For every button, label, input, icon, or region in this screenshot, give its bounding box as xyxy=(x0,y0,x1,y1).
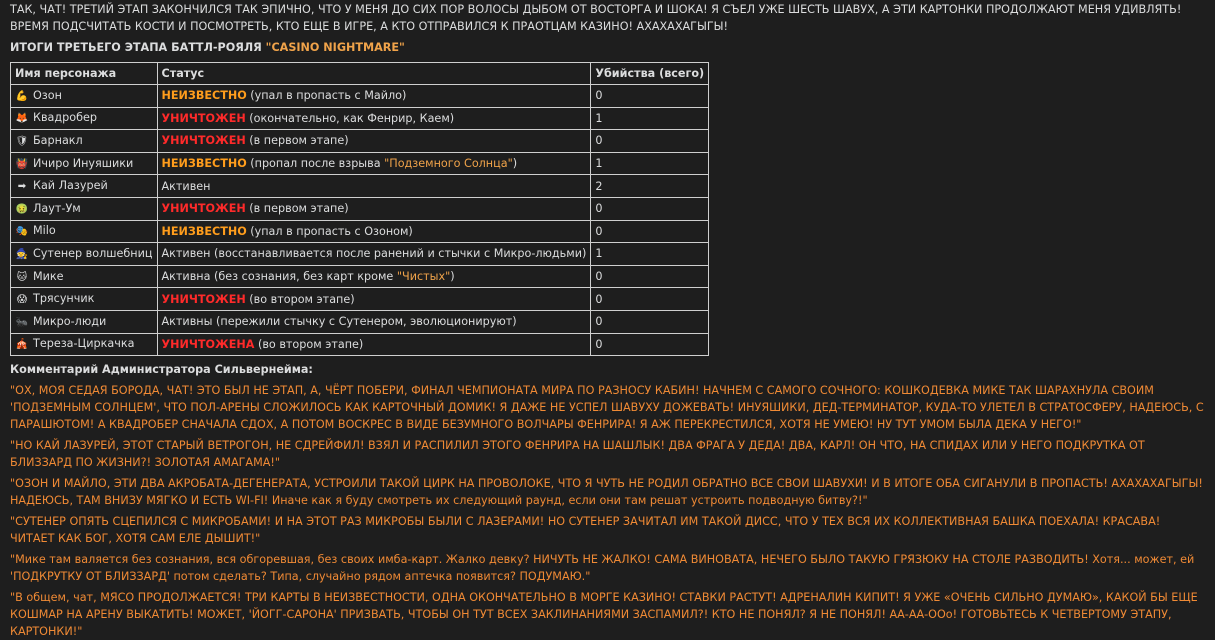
character-icon: 🐱 xyxy=(16,271,28,283)
status-badge: УНИЧТОЖЕНА xyxy=(161,337,255,351)
table-row xyxy=(11,85,709,108)
results-table xyxy=(10,62,709,356)
cell-kills: 0 xyxy=(591,130,709,153)
status-detail: (без сознания, без карт кроме xyxy=(210,270,397,284)
table-row xyxy=(11,152,709,175)
status-badge: Активен xyxy=(161,179,211,193)
cell-status xyxy=(157,310,591,333)
character-name: Кай Лазурей xyxy=(33,179,108,193)
status-badge: УНИЧТОЖЕН xyxy=(161,111,246,125)
cell-status xyxy=(157,107,591,130)
character-name: Трясунчик xyxy=(33,292,95,306)
results-heading-prefix: ИТОГИ ТРЕТЬЕГО ЭТАПА БАТТЛ-РОЯЛЯ xyxy=(10,41,266,54)
character-name: Milo xyxy=(33,224,56,238)
cell-kills: 0 xyxy=(591,333,709,356)
header-kills: Убийства (всего) xyxy=(591,63,709,85)
cell-status xyxy=(157,265,591,288)
cell-name xyxy=(11,265,158,288)
cell-status xyxy=(157,152,591,175)
admin-comment-paragraph: "СУТЕНЕР ОПЯТЬ СЦЕПИЛСЯ С МИКРОБАМИ! И НА ЭТОТ РАЗ МИКРОБЫ БЫЛИ С ЛАЗЕРАМИ! НО СУТЕНЕР ЗАЧИТАЛ ИМ ТАКОЙ ДИСС, ЧТО У ТЕХ ВСЯ ИХ КОЛЛЕКТИВНАЯ БАШКА ПОЕХАЛА! КРАСАВА! ЧИТАЕТ КАК БОГ, ХОТЯ САМ ЕЛЕ ДЫШИТ!" xyxy=(10,515,1161,546)
character-icon: 🦊 xyxy=(15,113,29,125)
character-icon: 🎭 xyxy=(15,226,29,238)
cell-status xyxy=(157,175,591,198)
cell-kills: 0 xyxy=(591,85,709,108)
admin-comment-paragraph: "НО КАЙ ЛАЗУРЕЙ, ЭТОТ СТАРЫЙ ВЕТРОГОН, НЕ СДРЕЙФИЛ! ВЗЯЛ И РАСПИЛИЛ ЭТОГО ФЕНРИРА НА ШАШЛЫК! ДВА ФРАГА У ДЕДА! ДВА, КАРЛ! ОН ЧТО, НА СПИДАХ ИЛИ У НЕГО ПОДКРУТКА ОТ БЛИЗЗАРД ПО ЖИЗНИ?! ЗОЛОТАЯ АМАГАМА!" xyxy=(10,439,1145,470)
status-detail-end: ) xyxy=(450,270,455,284)
cell-kills: 2 xyxy=(591,175,709,198)
status-badge: Активны xyxy=(161,315,213,329)
character-name: Микро-люди xyxy=(33,314,107,328)
results-heading-accent: "CASINO NIGHTMARE" xyxy=(265,41,405,54)
status-badge: УНИЧТОЖЕН xyxy=(161,292,246,306)
admin-comment-paragraph: "ОХ, МОЯ СЕДАЯ БОРОДА, ЧАТ! ЭТО БЫЛ НЕ ЭТАП, А, ЧЁРТ ПОБЕРИ, ФИНАЛ ЧЕМПИОНАТА МИРА ПО РАЗНОСУ КАБИН! НАЧНЕМ С САМОГО СОЧНОГО: КОШКОДЕВКА МИКЕ ТАК ШАРАХНУЛА СВОИМ 'ПОДЗЕМНЫМ СОЛНЦЕМ', ЧТО ПОЛ-АРЕНЫ СЛОЖИЛОСЬ КАК КАРТОЧНЫЙ ДОМИК! Я ДАЖЕ НЕ УСПЕЛ ШАВУХУ ДОЖЕВАТЬ! ИНУЯШИКИ, ДЕД-ТЕРМИНАТОР, КУДА-ТО УЛЕТЕЛ В СТРАТОСФЕРУ, НАДЕЮСЬ, С ПАРАШЮТОМ! А КВАДРОБЕР СНАЧАЛА СДОХ, А ПОТОМ ВОСКРЕС В ВИДЕ БЕЗУМНОГО ВОЛЧАРЫ ФЕНРИРА! Я АЖ ПЕРЕКРЕСТИЛСЯ, ХОТЯ НЕ УМЕЮ! НУ ТУТ УМОМ БЫЛА ДЕКА У НЕГО!" xyxy=(10,384,1204,432)
character-icon: 💪 xyxy=(15,90,29,102)
table-row xyxy=(11,288,709,311)
cell-status xyxy=(157,85,591,108)
cell-kills: 0 xyxy=(591,220,709,243)
cell-name xyxy=(11,130,158,153)
character-icon: 🛡 xyxy=(15,135,29,147)
character-icon: ➡ xyxy=(17,181,27,193)
cell-status xyxy=(157,333,591,356)
cell-name xyxy=(11,333,158,356)
intro-text: ТАК, ЧАТ! ТРЕТИЙ ЭТАП ЗАКОНЧИЛСЯ ТАК ЭПИЧНО, ЧТО У МЕНЯ ДО СИХ ПОР ВОЛОСЫ ДЫБОМ ОТ ВОСТОРГА И ШОКА! Я СЪЕЛ УЖЕ ШЕСТЬ ШАВУХ, А ЭТИ КАРТОНКИ ПРОДОЛЖАЮТ МЕНЯ УДИВЛЯТЬ! ВРЕМЯ ПОДСЧИТАТЬ КОСТИ И ПОСМОТРЕТЬ, КТО ЕЩЕ В ИГРЕ, А КТО ОТПРАВИЛСЯ К ПРАОТЦАМ КАЗИНО! АХАХАХАГЫГЫ! xyxy=(10,3,1182,33)
status-quote: "Подземного Солнца" xyxy=(384,157,513,171)
cell-name xyxy=(11,220,158,243)
cell-name xyxy=(11,310,158,333)
character-name: Сутенер волшебниц xyxy=(33,246,153,260)
cell-status xyxy=(157,130,591,153)
status-detail-end: ) xyxy=(512,157,518,171)
cell-kills: 0 xyxy=(591,288,709,311)
status-detail: (пропал после взрыва xyxy=(246,157,385,171)
cell-name xyxy=(11,152,158,175)
admin-comment-paragraph: "В общем, чат, МЯСО ПРОДОЛЖАЕТСЯ! ТРИ КАРТЫ В НЕИЗВЕСТНОСТИ, ОДНА ОКОНЧАТЕЛЬНО В МОРГЕ КАЗИНО! СТАВКИ РАСТУТ! АДРЕНАЛИН КИПИТ! Я УЖЕ «ОЧЕНЬ СИЛЬНО ДУМАЮ», КАКОЙ БЫ ЕЩЕ КОШМАР НА АРЕНУ ВЫКАТИТЬ! МОЖЕТ, 'ЙОГГ-САРОНА' ПРИЗВАТЬ, ЧТОБЫ ОН ТУТ ВСЕХ ЗАКЛИНАНИЯМИ ЗАСПАМИЛ?! КТО НЕ ПОНЯЛ? Я НЕ ПОНЯЛ! АА-АА-ООо! ГОТОВЬТЕСЬ К ЧЕТВЕРТОМУ ЭТАПУ, КАРТОНКИ!" xyxy=(10,591,1198,639)
cell-name xyxy=(11,243,158,266)
cell-name xyxy=(11,107,158,130)
status-badge: Активен xyxy=(161,247,211,261)
cell-kills: 0 xyxy=(591,265,709,288)
results-heading xyxy=(10,39,1205,56)
status-badge: Активна xyxy=(161,270,211,284)
character-icon: 🧙 xyxy=(15,248,29,260)
character-icon: 🐜 xyxy=(15,316,29,328)
status-badge: НЕИЗВЕСТНО xyxy=(161,224,247,238)
character-icon: 🎪 xyxy=(15,339,29,351)
cell-status xyxy=(157,197,591,220)
table-row xyxy=(11,243,709,266)
admin-comment-title: Комментарий Администратора Сильвернейма: xyxy=(10,363,313,377)
status-detail: (в первом этапе) xyxy=(245,202,349,216)
status-badge: НЕИЗВЕСТНО xyxy=(161,157,247,171)
status-detail: (во втором этапе) xyxy=(254,337,364,351)
table-row xyxy=(11,107,709,130)
cell-kills: 1 xyxy=(591,243,709,266)
status-detail: (окончательно, как Фенрир, Каем) xyxy=(245,111,455,125)
admin-comment-paragraph: "ОЗОН И МАЙЛО, ЭТИ ДВА АКРОБАТА-ДЕГЕНЕРАТА, УСТРОИЛИ ТАКОЙ ЦИРК НА ПРОВОЛОКЕ, ЧТО Я ЧУТЬ НЕ РОДИЛ ОБРАТНО ВСЕ СВОИ ШАВУХИ! И В ИТОГЕ ОБА СИГАНУЛИ В ПРОПАСТЬ! АХАХАХАГЫГЫ! НАДЕЮСЬ, ТАМ ВНИЗУ МЯГКО И ЕСТЬ WI-FI! Иначе как я буду смотреть их следующий раунд, если они там решат устроить подводную битву?!" xyxy=(10,477,1203,508)
status-detail: (пережили стычку с Сутенером, эволюционируют) xyxy=(212,315,517,329)
character-icon: 😱 xyxy=(16,294,28,306)
status-detail: (в первом этапе) xyxy=(245,134,349,148)
cell-name xyxy=(11,197,158,220)
character-icon: 🤢 xyxy=(15,203,29,215)
character-name: Ичиро Инуяшики xyxy=(33,156,134,170)
table-row xyxy=(11,310,709,333)
cell-name xyxy=(11,288,158,311)
status-detail: (упал в пропасть с Майло) xyxy=(246,89,407,103)
status-quote: "Чистых" xyxy=(396,270,451,284)
status-detail: (упал в пропасть с Озоном) xyxy=(246,224,413,238)
character-icon: 👹 xyxy=(15,158,29,170)
character-name: Барнакл xyxy=(33,133,83,147)
table-header-row xyxy=(11,63,709,85)
character-name: Лаут-Ум xyxy=(33,201,81,215)
table-row xyxy=(11,220,709,243)
cell-kills: 0 xyxy=(591,197,709,220)
cell-kills: 1 xyxy=(591,152,709,175)
header-name: Имя персонажа xyxy=(11,63,158,85)
status-badge: УНИЧТОЖЕН xyxy=(161,202,246,216)
status-badge: УНИЧТОЖЕН xyxy=(161,134,246,148)
cell-name xyxy=(11,175,158,198)
admin-comments xyxy=(10,382,1205,640)
status-detail: (восстанавливается после ранений и стычки с Микро-людьми) xyxy=(210,247,587,261)
character-name: Мике xyxy=(33,269,64,283)
cell-kills: 1 xyxy=(591,107,709,130)
cell-status xyxy=(157,288,591,311)
cell-status xyxy=(157,243,591,266)
table-row xyxy=(11,265,709,288)
table-row xyxy=(11,175,709,198)
cell-name xyxy=(11,85,158,108)
table-row xyxy=(11,197,709,220)
admin-comment-paragraph: "Мике там валяется без сознания, вся обгоревшая, без своих имба-карт. Жалко девку? НИЧУТЬ НЕ ЖАЛКО! САМА ВИНОВАТА, НЕЧЕГО БЫЛО ТАКУЮ ГРЯЗЮКУ НА СТОЛЕ РАЗВОДИТЬ! Хотя... может, ей 'ПОДКРУТКУ ОТ БЛИЗЗАРД' потом сделать? Типа, случайно рядом аптечка появится? ПОДУМАЮ." xyxy=(10,553,1195,584)
character-name: Квадробер xyxy=(33,111,97,125)
status-badge: НЕИЗВЕСТНО xyxy=(161,89,247,103)
character-name: Тереза-Циркачка xyxy=(33,337,135,351)
cell-status xyxy=(157,220,591,243)
character-name: Озон xyxy=(33,88,62,102)
header-status: Статус xyxy=(157,63,591,85)
table-row xyxy=(11,333,709,356)
cell-kills: 0 xyxy=(591,310,709,333)
table-row xyxy=(11,130,709,153)
status-detail: (во втором этапе) xyxy=(245,292,355,306)
